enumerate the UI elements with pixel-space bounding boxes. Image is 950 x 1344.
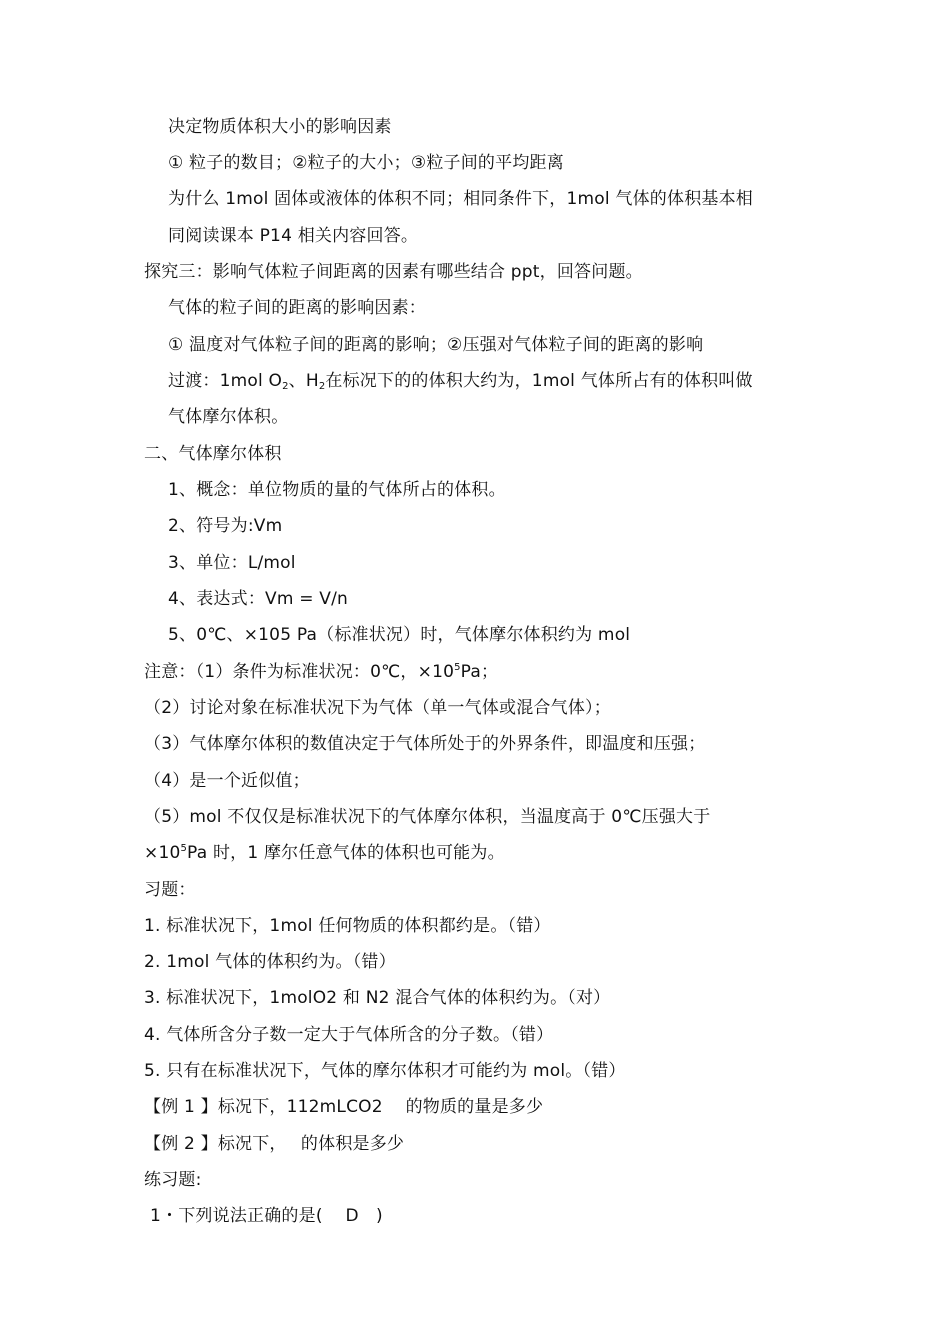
text-run: Pa 时，1 摩尔任意气体的体积也可能为。: [187, 843, 505, 863]
text-line: （2）讨论对象在标准状况下为气体（单一气体或混合气体）；: [144, 698, 611, 718]
text-line: 为什么 1mol 固体或液体的体积不同；相同条件下，1mol 气体的体积基本相: [168, 189, 754, 209]
text-line: [168, 370, 753, 392]
text-line: （5）mol 不仅仅是标准状况下的气体摩尔体积，当温度高于 0℃压强大于: [144, 807, 711, 827]
exercise-item: 5. 只有在标准状况下，气体的摩尔体积才可能约为 mol。（错）: [144, 1061, 626, 1081]
text-run: 过渡：1mol O: [168, 371, 283, 391]
text-line: ① 温度对气体粒子间的距离的影响；②压强对气体粒子间的距离的影响: [168, 335, 704, 355]
section-heading: 二、气体摩尔体积: [144, 444, 282, 464]
exercise-item: 4. 气体所含分子数一定大于气体所含的分子数。（错）: [144, 1025, 554, 1045]
text-run: Pa；: [460, 662, 499, 682]
text-line: （4）是一个近似值；: [144, 771, 310, 791]
text-line: 4、表达式：Vm = V/n: [168, 589, 348, 609]
section-heading: 习题：: [144, 880, 196, 900]
example-item: 【例 1 】标况下，112mLCO2 的物质的量是多少: [144, 1097, 544, 1117]
text-line: 5、0℃、×105 Pa（标准状况）时，气体摩尔体积约为 mol: [168, 625, 631, 645]
text-line: 3、单位：L/mol: [168, 553, 296, 573]
text-line: 2、符号为:Vm: [168, 516, 283, 536]
exercise-item: 1. 标准状况下，1mol 任何物质的体积都约是。（错）: [144, 916, 551, 936]
text-line: ① 粒子的数目；②粒子的大小；③粒子间的平均距离: [168, 153, 564, 173]
text-run: 在标况下的的体积大约为，1mol 气体所占有的体积叫做: [325, 371, 753, 391]
text-run: 注意：（1）条件为标准状况：0℃，×10: [144, 662, 455, 682]
text-line: 气体的粒子间的距离的影响因素：: [168, 298, 426, 318]
text-line: [144, 842, 505, 864]
subscript: 2: [318, 381, 326, 392]
text-line: （3）气体摩尔体积的数值决定于气体所处于的外界条件，即温度和压强；: [144, 734, 706, 754]
subscript: 2: [282, 381, 289, 392]
exercise-item: 2. 1mol 气体的体积约为。（错）: [144, 952, 396, 972]
text-line: 同阅读课本 P14 相关内容回答。: [168, 226, 419, 246]
text-line: 气体摩尔体积。: [168, 407, 289, 427]
superscript: 5: [180, 843, 188, 854]
text-line: [144, 661, 498, 683]
section-heading: 探究三：影响气体粒子间距离的因素有哪些结合 ppt，回答问题。: [144, 262, 643, 282]
text-line: 1、概念：单位物质的量的气体所占的体积。: [168, 480, 506, 500]
text-run: ×10: [144, 843, 181, 863]
example-item: 【例 2 】标况下， 的体积是多少: [144, 1134, 405, 1154]
superscript: 5: [454, 662, 461, 673]
text-run: 、H: [288, 371, 319, 391]
exercise-item: 3. 标准状况下，1molO2 和 N2 混合气体的体积约为。（对）: [144, 988, 611, 1008]
exercise-item: 1・下列说法正确的是( D ): [150, 1206, 383, 1226]
section-heading: 练习题:: [144, 1170, 202, 1190]
text-line: 决定物质体积大小的影响因素: [168, 117, 392, 137]
